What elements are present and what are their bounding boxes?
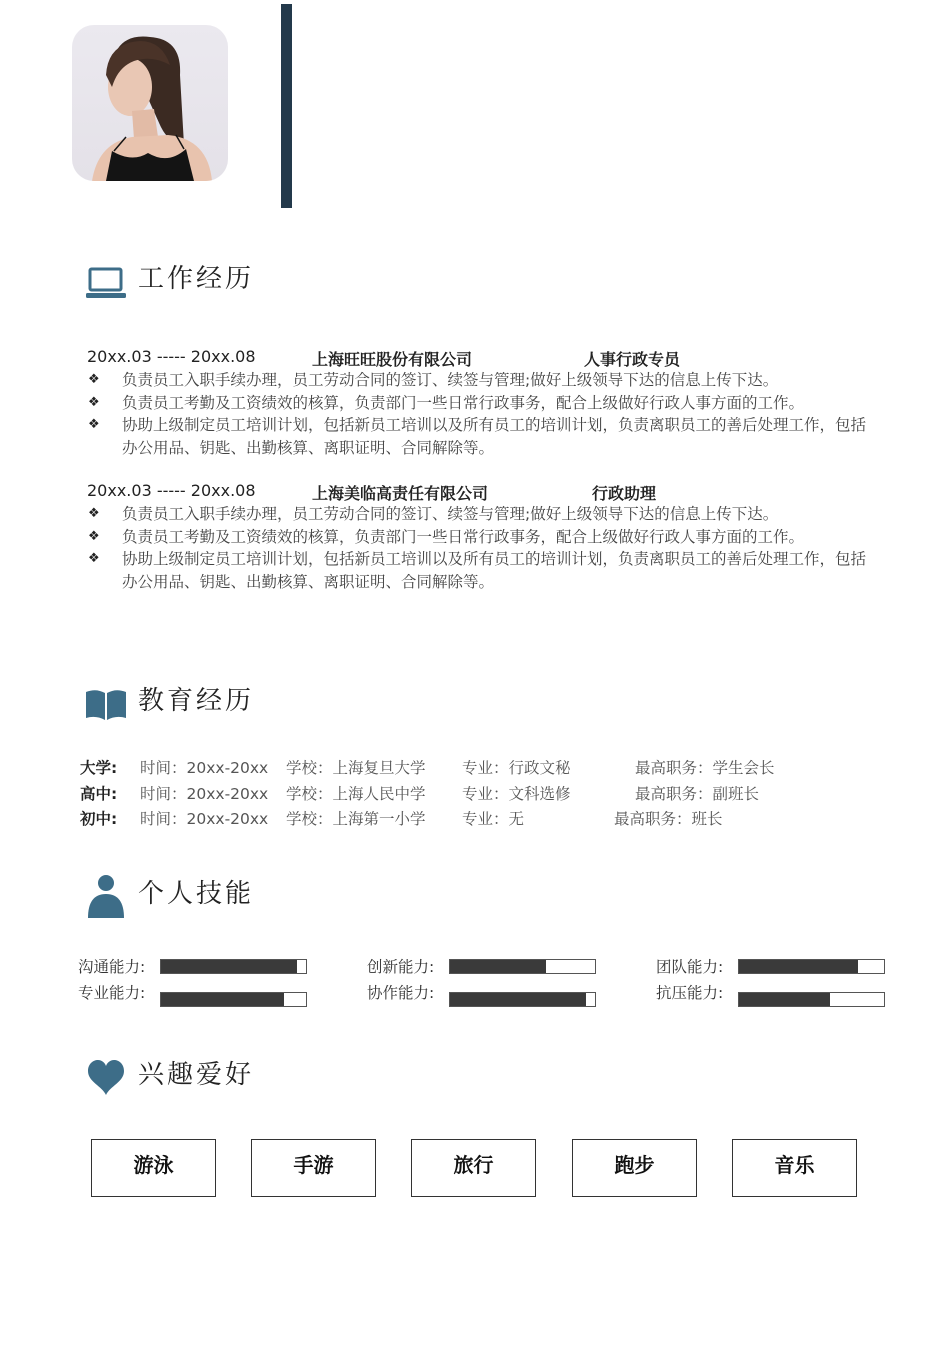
edu-school: 学校：上海人民中学	[286, 785, 426, 803]
diamond-bullet-icon: ❖	[88, 394, 100, 410]
skill-label: 抗压能力:	[656, 984, 724, 1002]
edu-position: 最高职务：班长	[614, 810, 723, 828]
job-role: 行政助理	[592, 484, 657, 503]
duty-item: ❖ 负责员工考勤及工资绩效的核算，负责部门一些日常行政事务，配合上级做好行政人事方面的工作。	[88, 526, 878, 549]
education-row	[80, 782, 840, 807]
edu-time: 时间：20xx-20xx	[140, 785, 269, 803]
accent-bar	[281, 4, 292, 208]
duty-item: ❖ 负责员工入职手续办理，员工劳动合同的签订、续签与管理;做好上级领导下达的信息上传下达。	[88, 503, 878, 526]
duty-item: ❖ 负责员工入职手续办理，员工劳动合同的签订、续签与管理;做好上级领导下达的信息上传下达。	[88, 369, 878, 392]
section-title-skills: 个人技能	[138, 879, 255, 909]
laptop-icon	[86, 266, 126, 306]
job-header	[87, 347, 787, 369]
edu-position: 最高职务：副班长	[635, 785, 760, 803]
section-title-work: 工作经历	[138, 264, 255, 294]
duty-item: ❖ 负责员工考勤及工资绩效的核算，负责部门一些日常行政事务，配合上级做好行政人事方面的工作。	[88, 392, 878, 415]
edu-school: 学校：上海第一小学	[286, 810, 426, 828]
skill-fill	[161, 993, 284, 1006]
heart-icon	[88, 1060, 128, 1100]
hobby-tag: 游泳	[91, 1139, 216, 1197]
job-period: 20xx.03 ----- 20xx.08	[87, 347, 256, 366]
skill-fill	[739, 960, 858, 973]
edu-level: 大学:	[80, 759, 118, 777]
person-icon	[88, 874, 128, 914]
diamond-bullet-icon: ❖	[88, 372, 100, 387]
skill-label: 沟通能力:	[78, 958, 146, 976]
diamond-bullet-icon: ❖	[88, 551, 100, 566]
job-company: 上海美临高责任有限公司	[312, 484, 489, 503]
diamond-bullet-icon: ❖	[88, 506, 100, 521]
job-company: 上海旺旺股份有限公司	[312, 350, 473, 369]
skill-bar	[738, 959, 885, 974]
skill-label: 团队能力:	[656, 958, 724, 976]
hobby-tag: 手游	[251, 1139, 376, 1197]
job-duties	[88, 369, 878, 459]
skill-bar	[449, 959, 596, 974]
job-duties	[88, 503, 878, 593]
skill-label: 协作能力:	[367, 984, 435, 1002]
skill-bar	[449, 992, 596, 1007]
edu-position: 最高职务：学生会长	[635, 759, 775, 777]
profile-photo	[72, 25, 228, 181]
skill-fill	[739, 993, 830, 1006]
education-row	[80, 807, 840, 832]
edu-major: 专业：文科选修	[462, 785, 571, 803]
skill-bar	[160, 959, 307, 974]
skill-label: 专业能力:	[78, 984, 146, 1002]
section-title-education: 教育经历	[138, 686, 255, 716]
skill-fill	[450, 960, 546, 973]
job-period: 20xx.03 ----- 20xx.08	[87, 481, 256, 500]
edu-level: 初中:	[80, 810, 118, 828]
skill-label: 创新能力:	[367, 958, 435, 976]
edu-major: 专业：行政文秘	[462, 759, 571, 777]
hobby-tag: 旅行	[411, 1139, 536, 1197]
section-title-hobbies: 兴趣爱好	[138, 1060, 255, 1090]
hobby-tag: 音乐	[732, 1139, 857, 1197]
diamond-bullet-icon: ❖	[88, 528, 100, 544]
edu-level: 高中:	[80, 785, 118, 803]
job-header	[87, 481, 787, 503]
duty-item: ❖ 协助上级制定员工培训计划，包括新员工培训以及所有员工的培训计划，负责离职员工的善后处理工作，包括办公用品、钥匙、出勤核算、离职证明、合同解除等。	[88, 550, 867, 591]
duty-item: ❖ 协助上级制定员工培训计划，包括新员工培训以及所有员工的培训计划，负责离职员工的善后处理工作，包括办公用品、钥匙、出勤核算、离职证明、合同解除等。	[88, 416, 867, 457]
diamond-bullet-icon: ❖	[88, 417, 100, 432]
job-role: 人事行政专员	[584, 350, 681, 369]
skill-bar	[738, 992, 885, 1007]
hobby-tag: 跑步	[572, 1139, 697, 1197]
skill-fill	[161, 960, 297, 973]
skill-fill	[450, 993, 586, 1006]
edu-school: 学校：上海复旦大学	[286, 759, 426, 777]
edu-time: 时间：20xx-20xx	[140, 810, 269, 828]
skill-bar	[160, 992, 307, 1007]
edu-time: 时间：20xx-20xx	[140, 759, 269, 777]
open-book-icon	[86, 688, 126, 728]
edu-major: 专业：无	[462, 810, 525, 828]
education-row	[80, 756, 840, 781]
